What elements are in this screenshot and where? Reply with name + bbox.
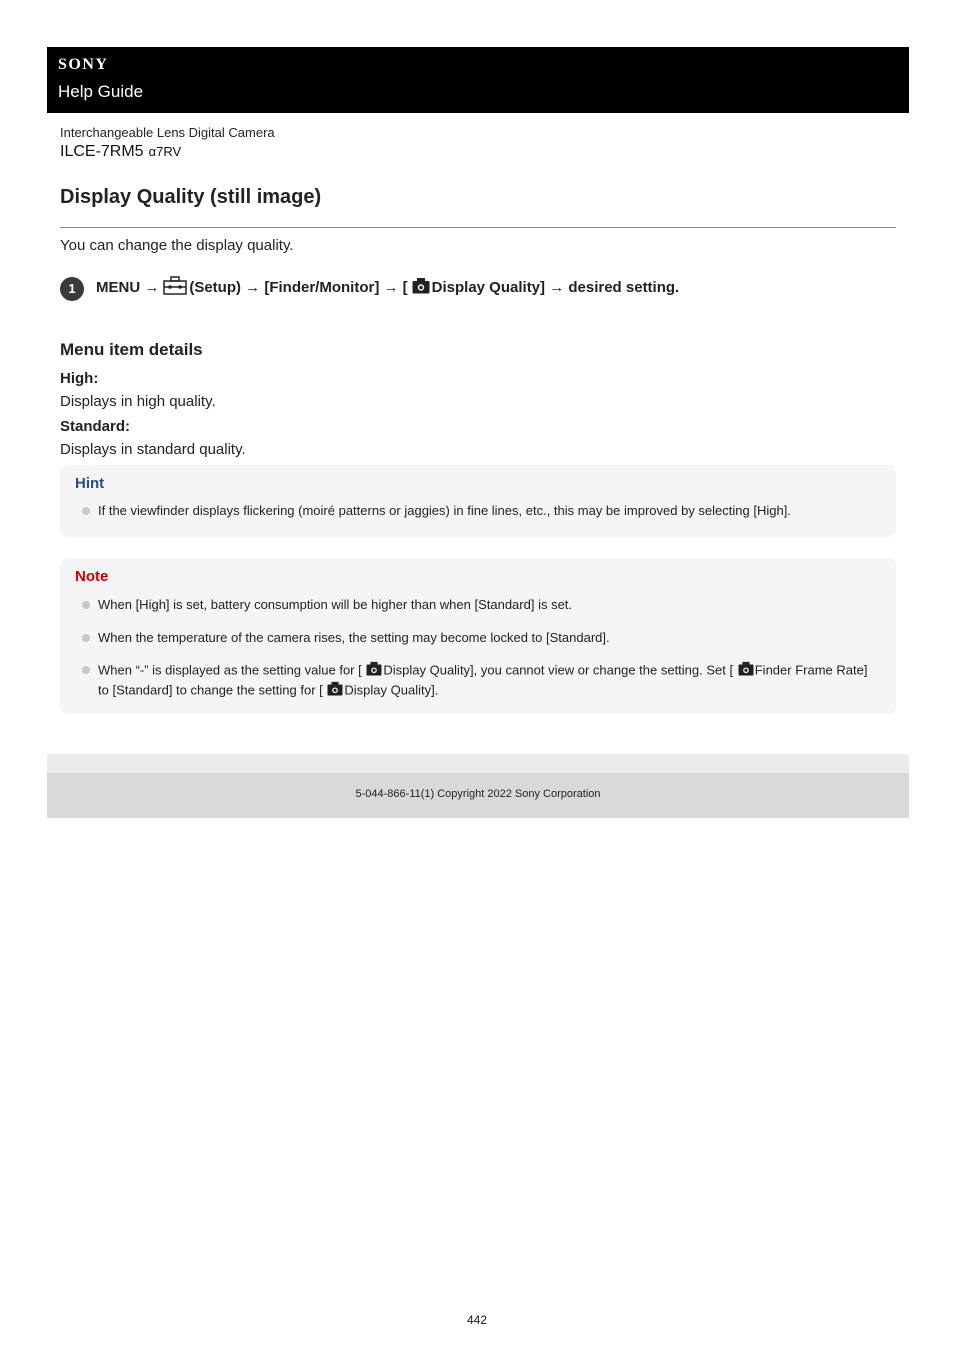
bullet-icon bbox=[82, 666, 90, 674]
menu-details-heading: Menu item details bbox=[60, 340, 203, 359]
term-standard: Standard: bbox=[60, 418, 131, 435]
desc-high: Displays in high quality. bbox=[60, 393, 216, 410]
model-line bbox=[60, 143, 181, 161]
camera-still-icon bbox=[412, 277, 430, 298]
note-item: When [High] is set, battery consumption will be higher than when [Standard] is set. bbox=[98, 596, 878, 614]
hint-item: If the viewfinder displays flickering (moiré patterns or jaggies) in fine lines, etc., this may be improved by selecting [High]. bbox=[98, 502, 878, 520]
note-box bbox=[60, 558, 896, 714]
model-alt-name: α7RV bbox=[148, 144, 182, 159]
desc-standard: Displays in standard quality. bbox=[60, 441, 246, 458]
product-type: Interchangeable Lens Digital Camera bbox=[60, 125, 275, 140]
setup-toolbox-icon bbox=[163, 276, 187, 299]
note-item: When “-” is displayed as the setting value for [ Display Quality], you cannot view or change the setting. Set [ Finder Frame Rate] to [Standard] to change the setting for [ Display Quality]. bbox=[98, 661, 878, 701]
help-guide-title: Help Guide bbox=[58, 82, 144, 101]
intro-text: You can change the display quality. bbox=[60, 237, 294, 254]
step-text-part2: (Setup) → [Finder/Monitor] → [ bbox=[189, 279, 408, 296]
term-high: High: bbox=[60, 370, 99, 387]
hint-label: Hint bbox=[75, 475, 105, 492]
page-title: Display Quality (still image) bbox=[60, 186, 322, 208]
bullet-icon bbox=[82, 601, 90, 609]
footer-top-band bbox=[47, 754, 909, 773]
sony-logo: SONY bbox=[58, 56, 109, 73]
note-label: Note bbox=[75, 568, 109, 585]
camera-still-icon bbox=[366, 661, 382, 681]
camera-still-icon bbox=[738, 661, 754, 681]
title-divider bbox=[60, 227, 896, 228]
bullet-icon bbox=[82, 634, 90, 642]
note-item: When the temperature of the camera rises, the setting may become locked to [Standard]. bbox=[98, 629, 878, 647]
footer bbox=[47, 773, 909, 818]
step-instruction bbox=[96, 276, 679, 299]
model-name: ILCE-7RM5 bbox=[60, 143, 144, 160]
bullet-icon bbox=[82, 507, 90, 515]
page-number: 442 bbox=[466, 1313, 488, 1327]
camera-still-icon bbox=[327, 681, 343, 701]
step-text-part3: Display Quality] → desired setting. bbox=[431, 279, 680, 296]
step-number-badge: 1 bbox=[60, 277, 84, 301]
copyright-text: 5-044-866-11(1) Copyright 2022 Sony Corporation bbox=[355, 788, 601, 800]
step-text-part1: MENU → bbox=[96, 279, 160, 296]
hint-box bbox=[60, 465, 896, 537]
header-bar bbox=[47, 47, 909, 113]
